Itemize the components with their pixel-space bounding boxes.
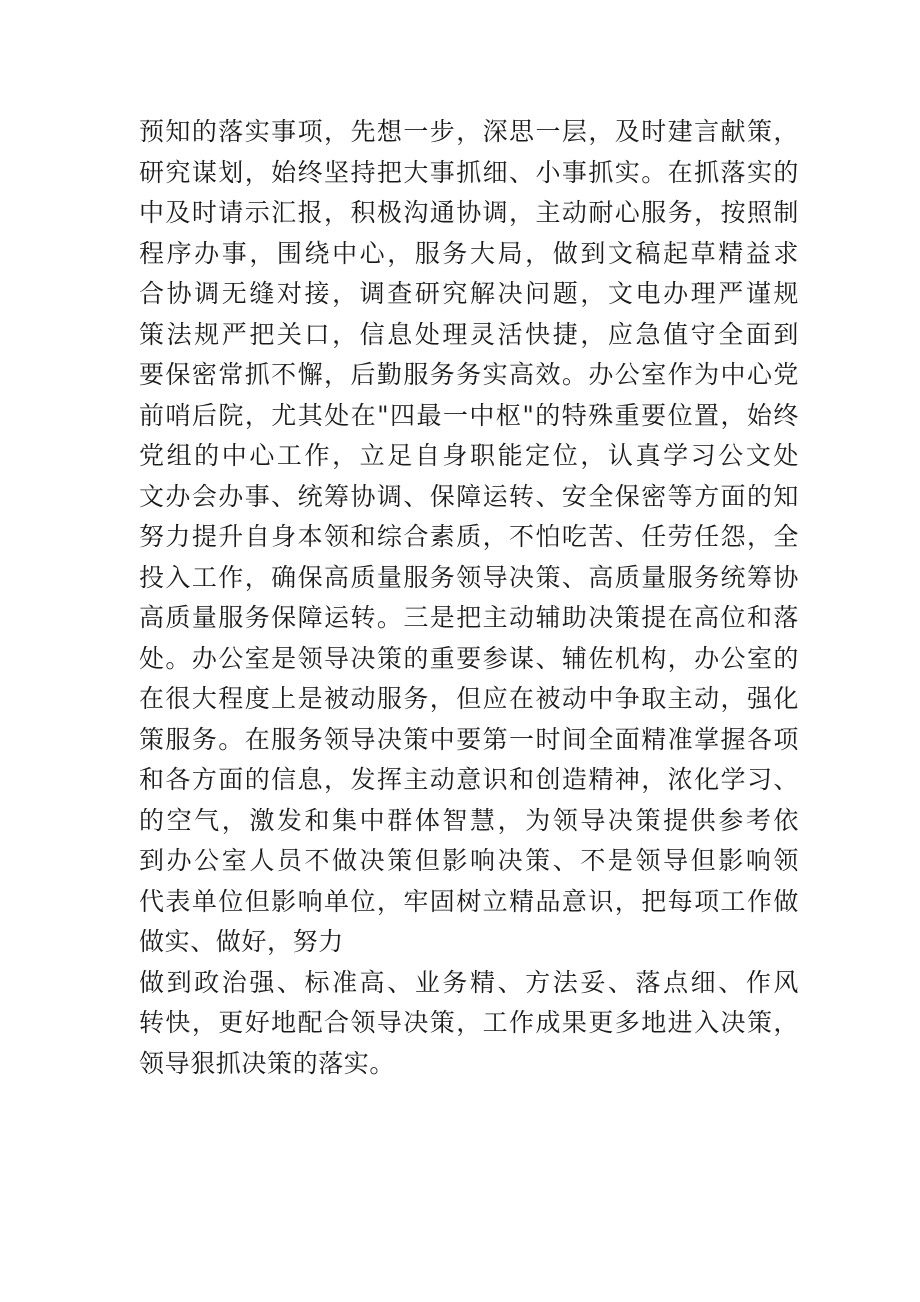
- text-line: 和各方面的信息，发挥主动意识和创造精神，浓化学习、: [139, 765, 799, 794]
- text-line: 处。办公室是领导决策的重要参谋、辅佐机构，办公室的: [139, 643, 799, 673]
- text-line: 在很大程度上是被动服务，但应在被动中争取主动，强化: [139, 684, 799, 713]
- text-line: 代表单位但影响单位，牢固树立精品意识，把每项工作做: [139, 886, 799, 916]
- text-line: 努力提升自身本领和综合素质，不怕吃苦、任劳任怨，全: [139, 522, 799, 551]
- text-line: 策法规严把关口，信息处理灵活快捷，应急值守全面到: [139, 319, 799, 349]
- body-text: [139, 112, 799, 1084]
- text-line: 做到政治强、标准高、业务精、方法妥、落点细、作风: [139, 967, 799, 997]
- text-line: 到办公室人员不做决策但影响决策、不是领导但影响领: [139, 846, 799, 875]
- text-line: 策服务。在服务领导决策中要第一时间全面精准掌握各项: [139, 724, 799, 754]
- text-line: 转快，更好地配合领导决策，工作成果更多地进入决策，: [139, 1008, 799, 1037]
- text-line: 高质量服务保障运转。三是把主动辅助决策提在高位和落: [139, 603, 799, 632]
- text-line: 党组的中心工作，立足自身职能定位，认真学习公文处: [139, 441, 799, 470]
- text-line: 投入工作，确保高质量服务领导决策、高质量服务统筹协: [139, 562, 799, 592]
- text-line: 合协调无缝对接，调查研究解决问题，文电办理严谨规: [139, 279, 799, 308]
- text-line: 前哨后院，尤其处在"四最一中枢"的特殊重要位置，始终: [139, 400, 799, 430]
- text-line: 文办会办事、统筹协调、保障运转、安全保密等方面的知: [139, 481, 799, 511]
- text-line: 程序办事，围绕中心，服务大局，做到文稿起草精益求: [139, 238, 799, 268]
- text-line: 领导狠抓决策的落实。: [139, 1048, 396, 1078]
- text-line: 做实、做好，努力: [139, 927, 344, 956]
- text-line: 中及时请示汇报，积极沟通协调，主动耐心服务，按照制: [139, 198, 799, 227]
- text-line: 的空气，激发和集中群体智慧，为领导决策提供参考依: [139, 805, 799, 835]
- text-line: 预知的落实事项，先想一步，深思一层，及时建言献策，: [139, 117, 799, 146]
- text-line: 要保密常抓不懈，后勤服务务实高效。办公室作为中心党: [139, 360, 799, 389]
- text-line: 研究谋划，始终坚持把大事抓细、小事抓实。在抓落实的: [139, 157, 799, 187]
